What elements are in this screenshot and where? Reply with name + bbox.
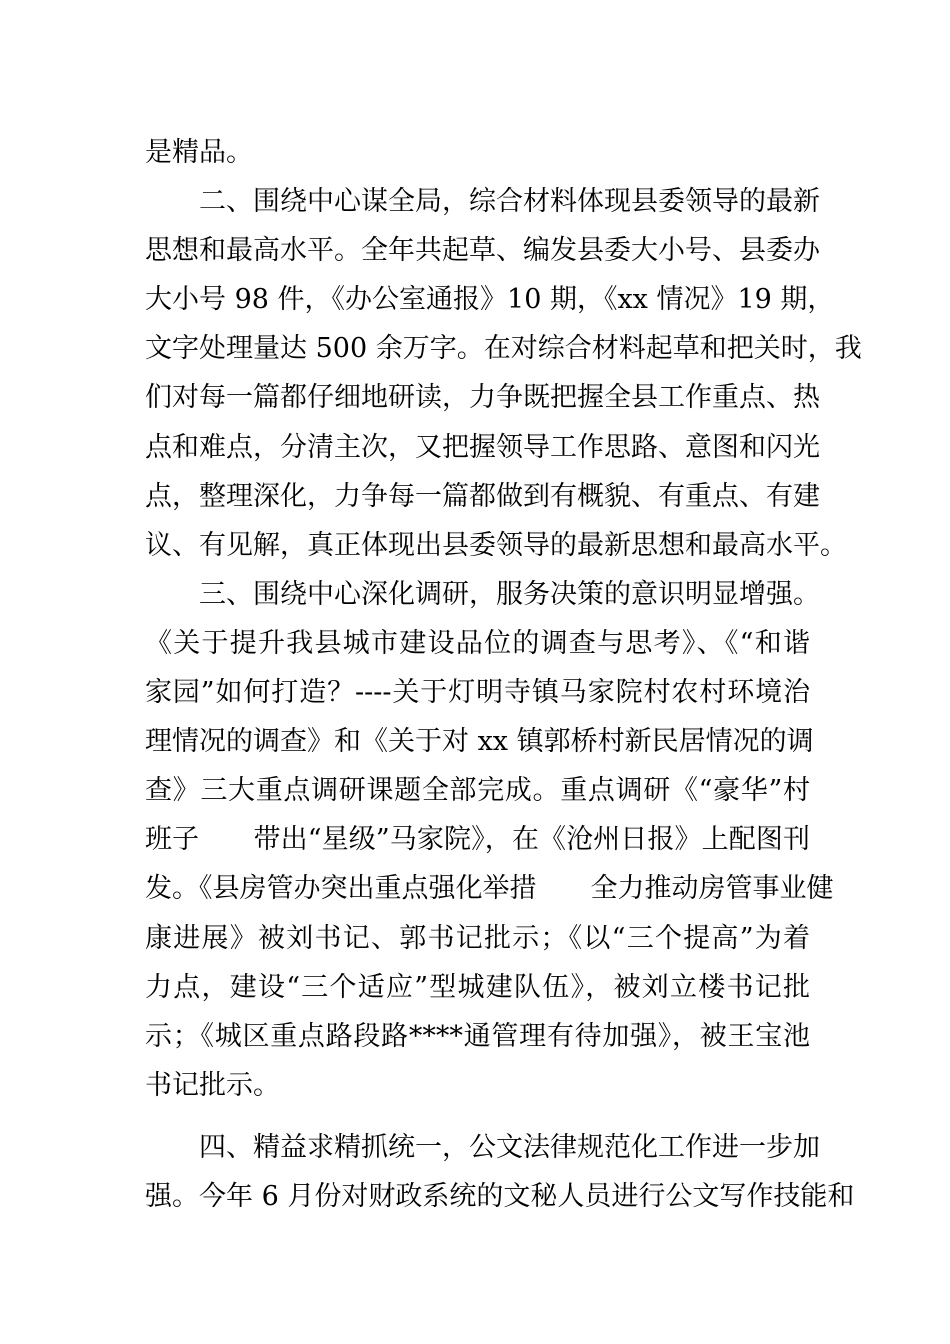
text-line: 康进展》被刘书记、郭书记批示；《以“三个提高”为着 — [145, 922, 810, 954]
text-line: 大小号 98 件，《办公室通报》10 期，《xx 情况》19 期， — [145, 284, 835, 316]
text-line: 发。《县房管办突出重点强化举措 全力推动房管事业健 — [145, 873, 834, 905]
text-line: 们对每一篇都仔细地研读，力争既把握全县工作重点、热 — [145, 382, 820, 414]
text-line: 三、围绕中心深化调研，服务决策的意识明显增强。 — [199, 578, 820, 610]
text-line: 思想和最高水平。全年共起草、编发县委大小号、县委办 — [145, 235, 820, 267]
text-line: 示；《城区重点路段路****通管理有待加强》，被王宝池 — [145, 1020, 810, 1052]
text-line: 四、精益求精抓统一，公文法律规范化工作进一步加 — [199, 1131, 820, 1163]
text-line: 力点，建设“三个适应”型城建队伍》，被刘立楼书记批 — [145, 971, 810, 1003]
text-line: 班子 带出“星级”马家院》，在《沧州日报》上配图刊 — [145, 824, 810, 856]
text-line: 是精品。 — [145, 137, 253, 168]
body-text — [145, 128, 862, 1221]
text-line: 家园”如何打造？----关于灯明寺镇马家院村农村环境治 — [145, 677, 810, 709]
text-line: 查》三大重点调研课题全部完成。重点调研《“豪华”村 — [145, 775, 810, 807]
text-line: 强。今年 6 月份对财政系统的文秘人员进行公文写作技能和 — [145, 1180, 855, 1212]
text-line: 议、有见解，真正体现出县委领导的最新思想和最高水平。 — [145, 529, 847, 561]
text-line: 点和难点，分清主次，又把握领导工作思路、意图和闪光 — [145, 431, 820, 463]
text-line: 《关于提升我县城市建设品位的调查与思考》、《“和谐 — [145, 627, 810, 659]
text-line: 文字处理量达 500 余万字。在对综合材料起草和把关时，我 — [145, 333, 862, 365]
paragraph-gap — [145, 1110, 810, 1123]
text-line: 点，整理深化，力争每一篇都做到有概貌、有重点、有建 — [145, 480, 820, 512]
text-line: 理情况的调查》和《关于对 xx 镇郭桥村新民居情况的调 — [145, 726, 814, 758]
text-line: 书记批示。 — [145, 1069, 280, 1101]
text-line: 二、围绕中心谋全局，综合材料体现县委领导的最新 — [199, 186, 820, 218]
